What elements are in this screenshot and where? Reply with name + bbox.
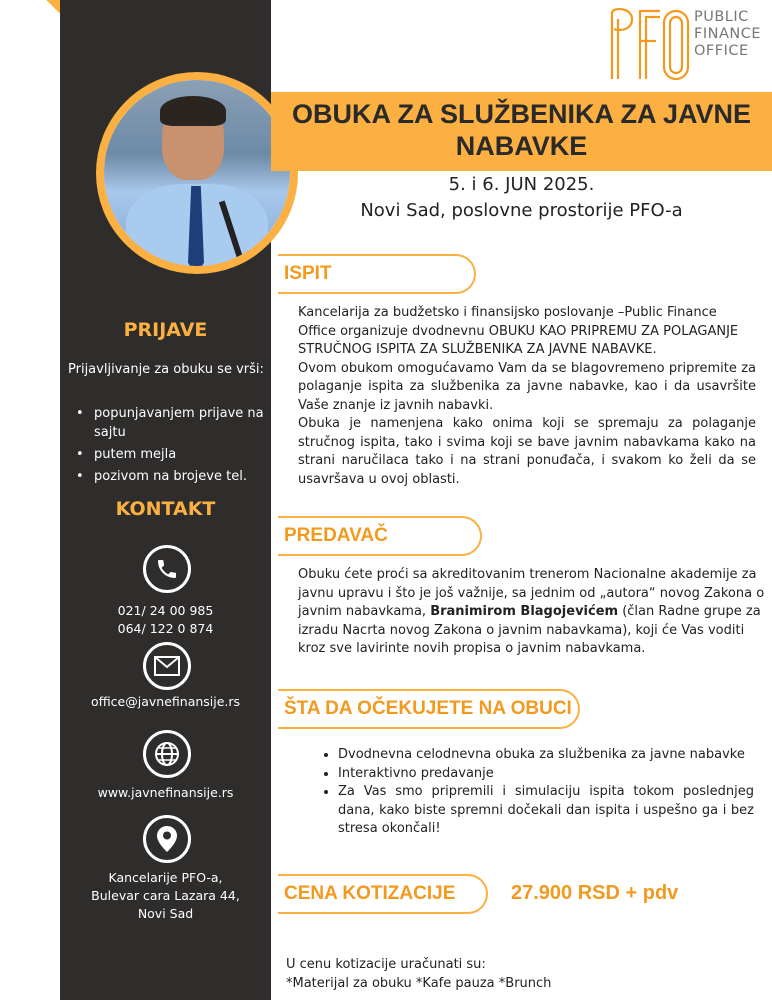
logo-text: PUBLIC FINANCE OFFICE	[694, 9, 762, 59]
section-lecturer-tag	[278, 516, 482, 556]
event-location: Novi Sad, poslovne prostorije PFO-a	[360, 200, 683, 221]
fee-price: 27.900 RSD + pdv	[511, 882, 679, 904]
pfo-logo	[606, 5, 692, 81]
event-date: 5. i 6. JUN 2025.	[448, 174, 595, 195]
section-expect-heading: ŠTA DA OČEKUJETE NA OBUCI	[284, 698, 572, 719]
lecturer-photo	[96, 72, 298, 274]
registration-intro: Prijavljivanje za obuku se vrši:	[68, 362, 264, 377]
section-exam-tag	[278, 254, 476, 294]
lecturer-name: Branimirom Blagojevićem	[430, 604, 619, 619]
section-exam-heading: ISPIT	[284, 263, 332, 284]
section-fee-tag	[278, 874, 488, 914]
list-item: • Dvodnevna celodnevna obuka za službenika za javne nabavke	[338, 746, 754, 765]
globe-icon	[143, 730, 191, 778]
address-line-3: Novi Sad	[137, 906, 194, 921]
registration-methods	[68, 404, 294, 489]
phone-number-2[interactable]: 064/ 122 0 874	[117, 621, 214, 636]
section-fee-heading: CENA KOTIZACIJE	[284, 883, 456, 904]
list-item: • pozivom na brojeve tel.	[94, 467, 294, 486]
list-item: • popunjavanjem prijave na sajtu	[94, 404, 294, 442]
address-line-2: Bulevar cara Lazara 44,	[91, 888, 240, 903]
registration-heading: PRIJAVE	[123, 319, 208, 341]
exam-description: Kancelarija za budžetsko i finansijsko poslovanje –Public Finance Office organizuje dvodnevnu OBUKU KAO PRIPREMU ZA POLAGANJE STRUČNOG ISPITA ZA SLUŽBENIKA ZA JAVNE NABAVKE. Ovom obukom omogućavamo Vam da se blagovremeno pripremite za polaganje ispita za službenika za javne nabavke, kao i da usavršite Vaše znanje iz javnih nabavki. Obuka je namenjena kako onima koji se spremaju za polaganje stručnog ispita, tako i svima koji se bave javnim nabavkama kako na strani naručilaca tako i na strani ponuđača, i svakom ko želi da se usavršava u ovoj oblasti.	[298, 305, 756, 487]
expect-list	[320, 746, 754, 839]
location-pin-icon	[143, 815, 191, 863]
fee-included: U cenu kotizacije uračunati su: *Materijal za obuku *Kafe pauza *Brunch	[286, 957, 552, 991]
mail-icon	[143, 642, 191, 690]
lecturer-description: Obuku ćete proći sa akreditovanim trenerom Nacionalne akademije za javnu upravu i što je još važnije, sa jednim od „autora“ novog Zakona o javnim nabavkama, Branimirom Blagojevićem (član Radne grupe za izradu Nacrta novog Zakona o javnim nabavkama), koji će Vas voditi kroz sve lavirinte novih propisa o javnim nabavkama.	[298, 567, 765, 656]
phone-number-1[interactable]: 021/ 24 00 985	[117, 603, 214, 618]
list-item: • Za Vas smo pripremili i simulaciju ispita tokom poslednjeg dana, kako biste spremni dočekali dan ispita i uspešno ga i bez stresa okončali!	[338, 783, 754, 839]
address-line-1: Kancelarije PFO-a,	[108, 870, 223, 885]
section-expect-tag	[278, 689, 580, 729]
page-title: OBUKA ZA SLUŽBENIKA ZA JAVNE NABAVKE	[292, 99, 751, 161]
website-link[interactable]: www.javnefinansije.rs	[97, 785, 234, 800]
list-item: • Interaktivno predavanje	[338, 765, 754, 784]
phone-icon	[143, 545, 191, 593]
email-link[interactable]: office@javnefinansije.rs	[90, 694, 241, 709]
contact-heading: KONTAKT	[115, 498, 216, 520]
section-lecturer-heading: PREDAVAČ	[284, 525, 388, 546]
list-item: • putem mejla	[94, 445, 294, 464]
